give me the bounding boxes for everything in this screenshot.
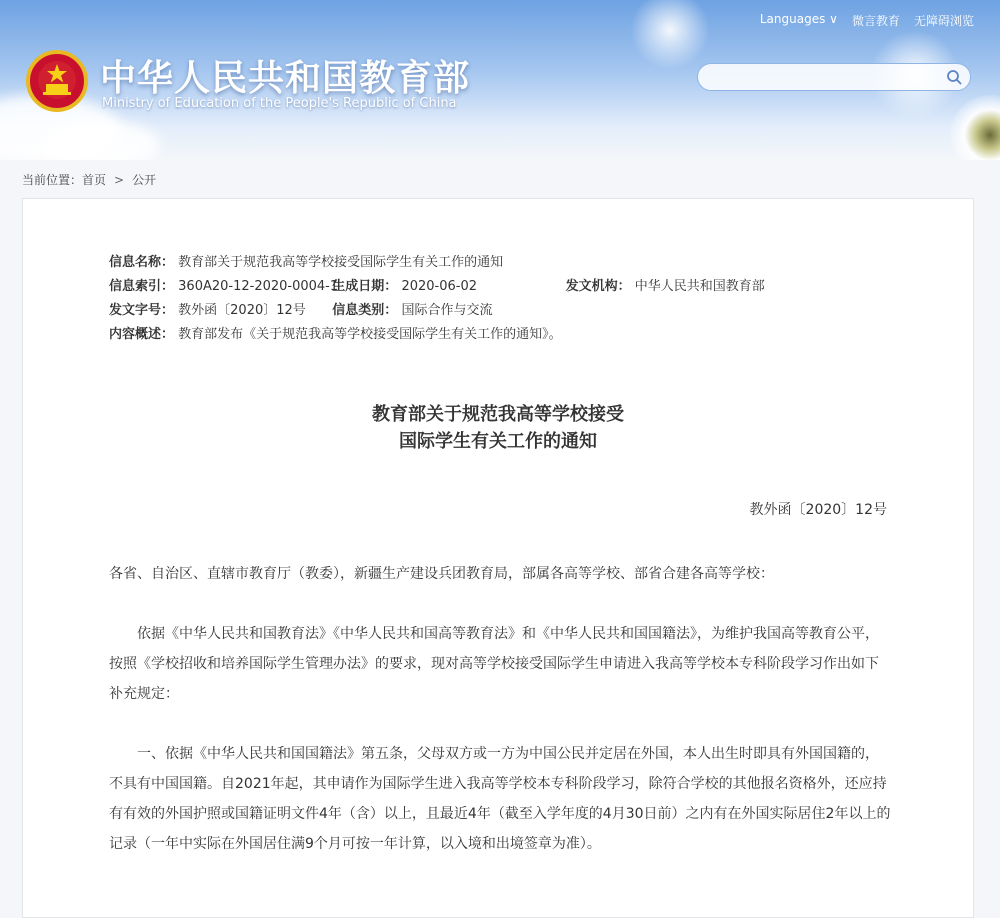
document-title-line: 教育部关于规范我高等学校接受 bbox=[372, 404, 624, 425]
search-icon[interactable] bbox=[946, 69, 962, 85]
breadcrumb bbox=[22, 171, 156, 188]
site-title-en: Ministry of Education of the People's Republic of China bbox=[102, 96, 457, 111]
search-box bbox=[697, 63, 971, 91]
meta-value: 教育部发布《关于规范我高等学校接受国际学生有关工作的通知》。 bbox=[178, 327, 562, 342]
meta-row-doc bbox=[109, 299, 765, 323]
breadcrumb-separator-icon: > bbox=[114, 173, 125, 187]
weiyan-link[interactable]: 微言教育 bbox=[851, 14, 900, 28]
top-links bbox=[760, 12, 974, 29]
meta-row-index bbox=[109, 275, 765, 299]
breadcrumb-prefix: 当前位置： bbox=[22, 173, 83, 187]
document-title bbox=[23, 401, 973, 455]
meta-label: 信息名称： bbox=[109, 255, 175, 270]
site-header bbox=[0, 0, 1000, 160]
meta-label: 生成日期： bbox=[332, 279, 398, 294]
meta-row-name bbox=[109, 251, 765, 275]
search-input[interactable] bbox=[710, 64, 954, 92]
body-paragraph: 依据《中华人民共和国教育法》《中华人民共和国高等教育法》和《中华人民共和国国籍法》，为维护我国高等教育公平，按照《学校招收和培养国际学生管理办法》的要求，现对高等学校接受国际学生申请进入我高等学校本专科阶段学习作出如下补充规定： bbox=[109, 626, 879, 702]
meta-value: 2020-06-02 bbox=[401, 279, 478, 294]
meta-row-summary bbox=[109, 323, 765, 347]
meta-value: 中华人民共和国教育部 bbox=[634, 279, 765, 294]
accessible-link[interactable]: 无障碍浏览 bbox=[913, 14, 974, 28]
article-panel bbox=[22, 198, 974, 918]
languages-link[interactable]: Languages ∨ bbox=[759, 12, 838, 26]
meta-label: 发文机构： bbox=[565, 279, 631, 294]
document-number: 教外函〔2020〕12号 bbox=[749, 502, 887, 518]
meta-value: 教育部关于规范我高等学校接受国际学生有关工作的通知 bbox=[178, 255, 504, 270]
document-title-line: 国际学生有关工作的通知 bbox=[399, 431, 597, 452]
meta-label: 发文字号： bbox=[109, 303, 175, 318]
addressee-paragraph: 各省、自治区、直辖市教育厅（教委），新疆生产建设兵团教育局，部属各高等学校、部省合建各高等学校： bbox=[109, 566, 774, 582]
site-title-cn[interactable]: 中华人民共和国教育部 bbox=[100, 58, 471, 99]
dandelion-decoration bbox=[950, 95, 1000, 160]
body-paragraph: 一、依据《中华人民共和国国籍法》第五条，父母双方或一方为中国公民并定居在外国，本人出生时即具有外国国籍的，不具有中国国籍。自2021年起，其申请作为国际学生进入我高等学校本专科阶段学习，除符合学校的其他报名资格外，还应持有有效的外国护照或国籍证明文件4年（含）以上，且最近4年（截至入学年度的4月30日前）之内有在外国实际居住2年以上的记录（一年中实际在外国居住满9个月可按一年计算，以入境和出境签章为准）。 bbox=[109, 746, 891, 852]
meta-label: 内容概述： bbox=[109, 327, 175, 342]
info-meta bbox=[109, 251, 765, 347]
breadcrumb-home[interactable]: 首页 bbox=[82, 173, 107, 187]
meta-label: 信息索引： bbox=[109, 279, 175, 294]
breadcrumb-current[interactable]: 公开 bbox=[132, 173, 157, 187]
meta-value: 360A20-12-2020-0004-1 bbox=[178, 279, 339, 294]
national-emblem-icon bbox=[26, 50, 88, 112]
meta-label: 信息类别： bbox=[332, 303, 398, 318]
meta-value: 教外函〔2020〕12号 bbox=[178, 303, 306, 318]
meta-value: 国际合作与交流 bbox=[401, 303, 493, 318]
